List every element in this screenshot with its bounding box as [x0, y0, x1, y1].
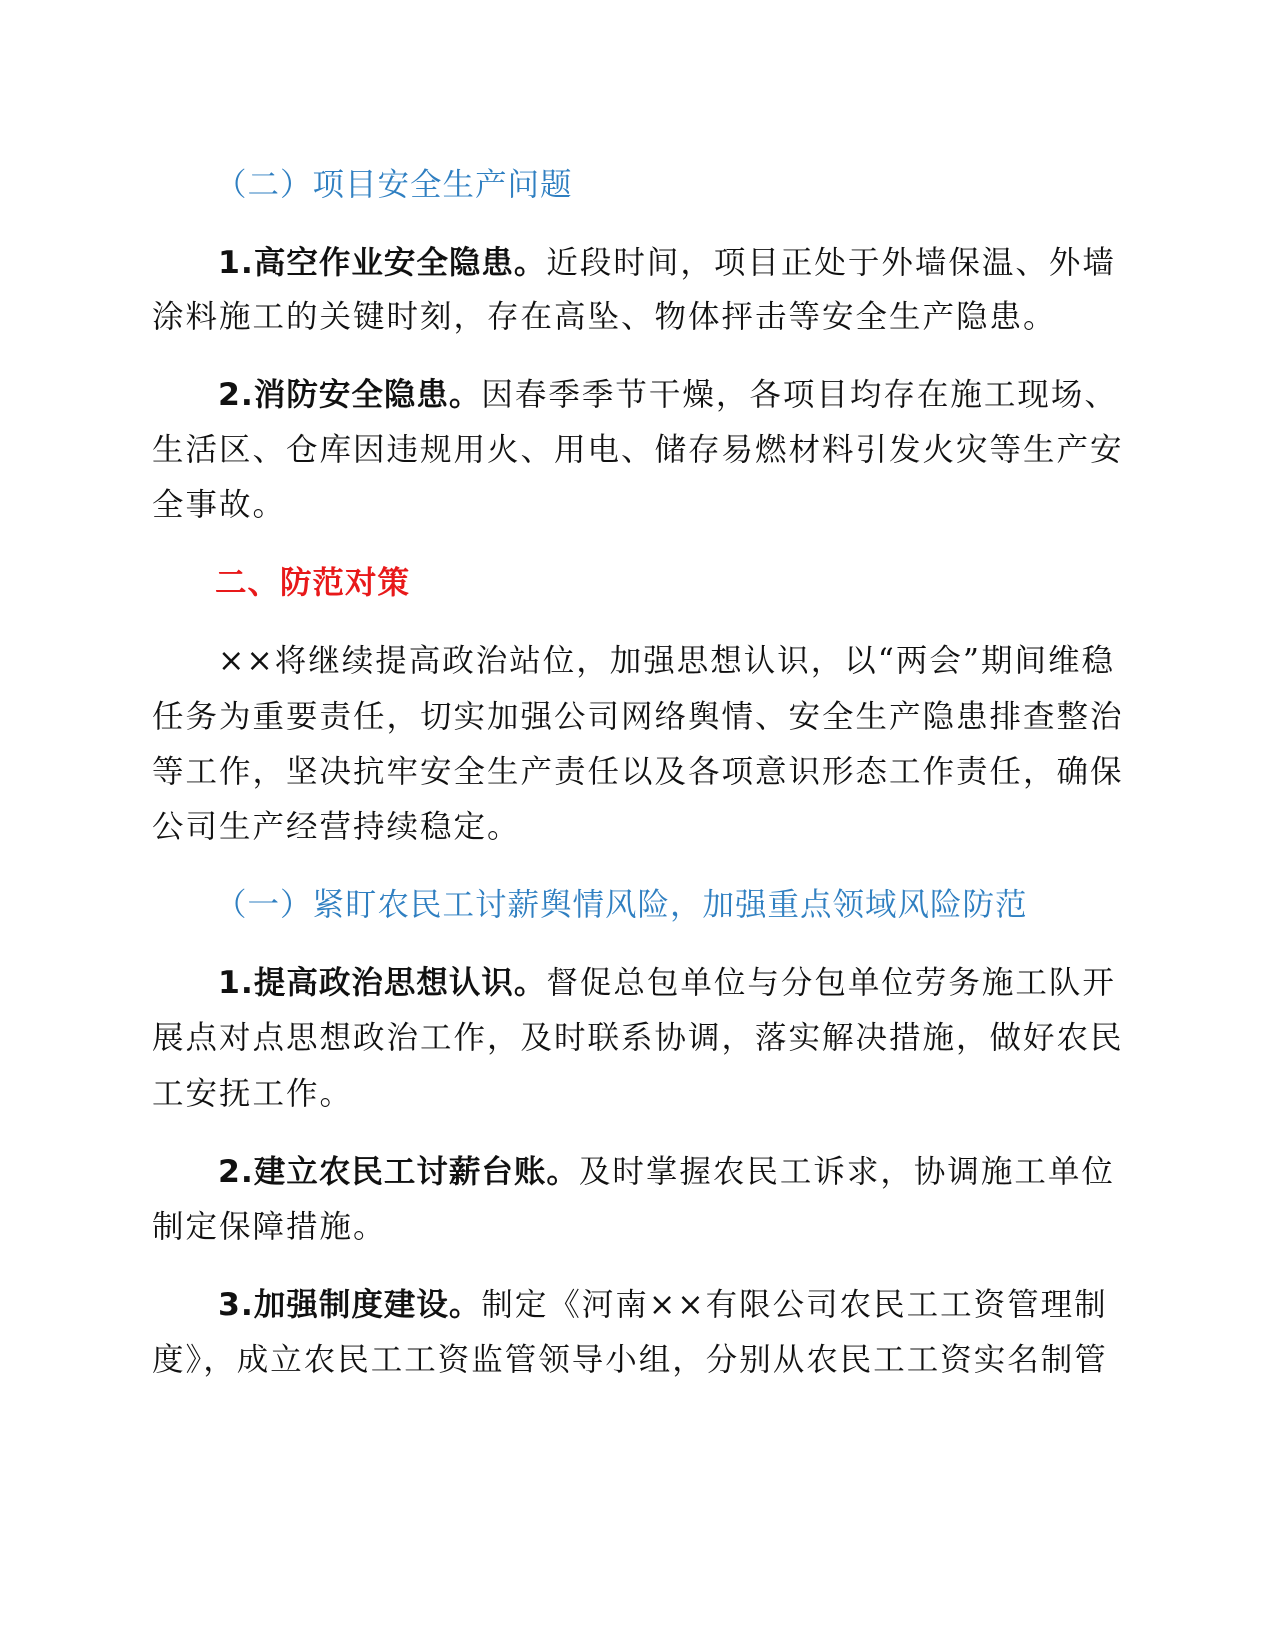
paragraph-fire-safety-line3: 全事故。: [152, 487, 287, 523]
paragraph-ledger-line2: 制定保障措施。: [152, 1209, 387, 1245]
paragraph-lead-system: 3.加强制度建设。: [218, 1287, 482, 1323]
paragraph-system-line1: [218, 1285, 1118, 1325]
paragraph-stability-line2: 任务为重要责任，切实加强公司网络舆情、安全生产隐患排查整治: [152, 699, 1124, 735]
paragraph-political-line1: [218, 963, 1118, 1003]
paragraph-lead-high-altitude: 1.高空作业安全隐患。: [218, 245, 547, 281]
paragraph-text: 制定《河南××有限公司农民工工资管理制: [481, 1287, 1108, 1323]
paragraph-high-altitude-line2: 涂料施工的关键时刻，存在高坠、物体抨击等安全生产隐患。: [152, 299, 1057, 335]
paragraph-stability-line1: ××将继续提高政治站位，加强思想认识，以“两会”期间维稳: [218, 643, 1115, 679]
paragraph-stability-line4: 公司生产经营持续稳定。: [152, 809, 521, 845]
paragraph-lead-ledger: 2.建立农民工讨薪台账。: [218, 1154, 579, 1190]
paragraph-fire-safety-line1: [218, 375, 1118, 415]
paragraph-lead-fire-safety: 2.消防安全隐患。: [218, 377, 482, 413]
paragraph-high-altitude-line1: [218, 243, 1118, 283]
paragraph-political-line3: 工安抚工作。: [152, 1076, 354, 1112]
paragraph-political-line2: 展点对点思想政治工作，及时联系协调，落实解决措施，做好农民: [152, 1020, 1124, 1056]
paragraph-system-line2: 度》，成立农民工工资监管领导小组，分别从农民工工资实名制管: [152, 1342, 1108, 1378]
paragraph-stability-line3: 等工作，坚决抗牢安全生产责任以及各项意识形态工作责任，确保: [152, 754, 1124, 790]
section-heading-wage-risk: （一）紧盯农民工讨薪舆情风险，加强重点领域风险防范: [215, 887, 1028, 923]
paragraph-text: 因春季季节干燥，各项目均存在施工现场、: [481, 377, 1118, 413]
paragraph-fire-safety-line2: 生活区、仓库因违规用火、用电、储存易燃材料引发火灾等生产安: [152, 432, 1124, 468]
paragraph-lead-political: 1.提高政治思想认识。: [218, 965, 547, 1001]
section-heading-project-safety: （二）项目安全生产问题: [215, 167, 573, 203]
paragraph-ledger-line1: [218, 1152, 1118, 1192]
paragraph-text: 近段时间，项目正处于外墙保温、外墙: [546, 245, 1116, 281]
paragraph-text: 及时掌握农民工诉求，协调施工单位: [578, 1154, 1115, 1190]
section-heading-countermeasures: 二、防范对策: [215, 565, 411, 601]
paragraph-text: 督促总包单位与分包单位劳务施工队开: [546, 965, 1116, 1001]
